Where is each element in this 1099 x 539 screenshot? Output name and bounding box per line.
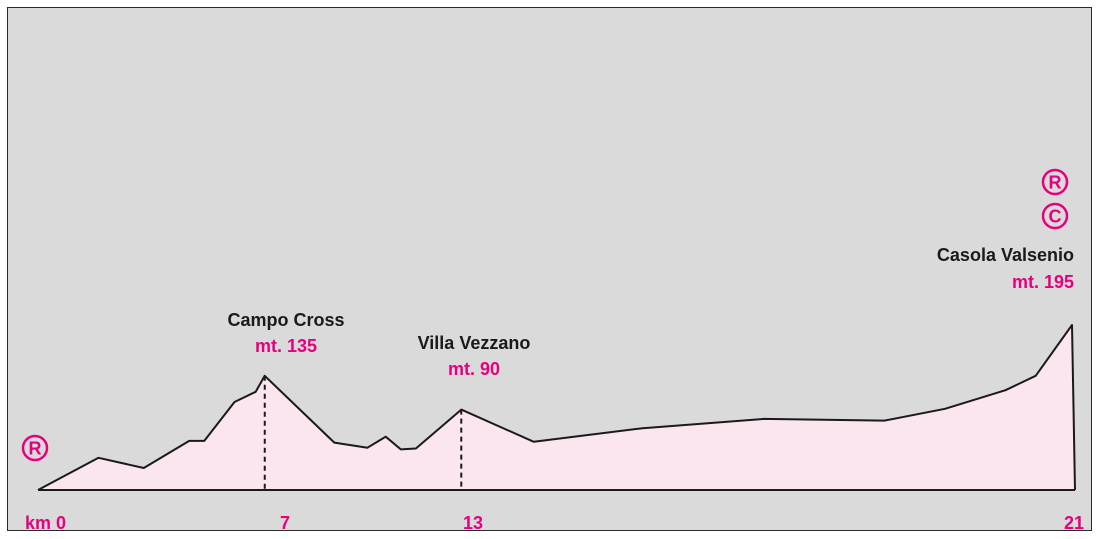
marker-altitude-label: mt. 195 [1011, 272, 1074, 292]
svg-text:R: R [28, 438, 42, 459]
profile-area [38, 325, 1075, 490]
altitude-profile-chart [8, 8, 1093, 532]
marker-name-label: Villa Vezzano [417, 333, 531, 353]
svg-text:C: C [1048, 206, 1062, 227]
chart-frame [7, 7, 1092, 531]
finish-symbol-r [1043, 170, 1067, 194]
x-tick-label: 7 [279, 513, 291, 532]
x-tick-label: km 0 [25, 513, 67, 532]
x-tick-label: 21 [1063, 513, 1085, 532]
start-symbol-r [23, 436, 47, 460]
finish-symbol-c [1043, 204, 1067, 228]
marker-name-label: Casola Valsenio [936, 245, 1074, 265]
marker-altitude-label: mt. 135 [254, 336, 318, 356]
marker-altitude-label: mt. 90 [447, 359, 501, 379]
svg-text:R: R [1048, 172, 1062, 193]
x-tick-label: 13 [462, 513, 484, 532]
marker-name-label: Campo Cross [227, 310, 345, 330]
